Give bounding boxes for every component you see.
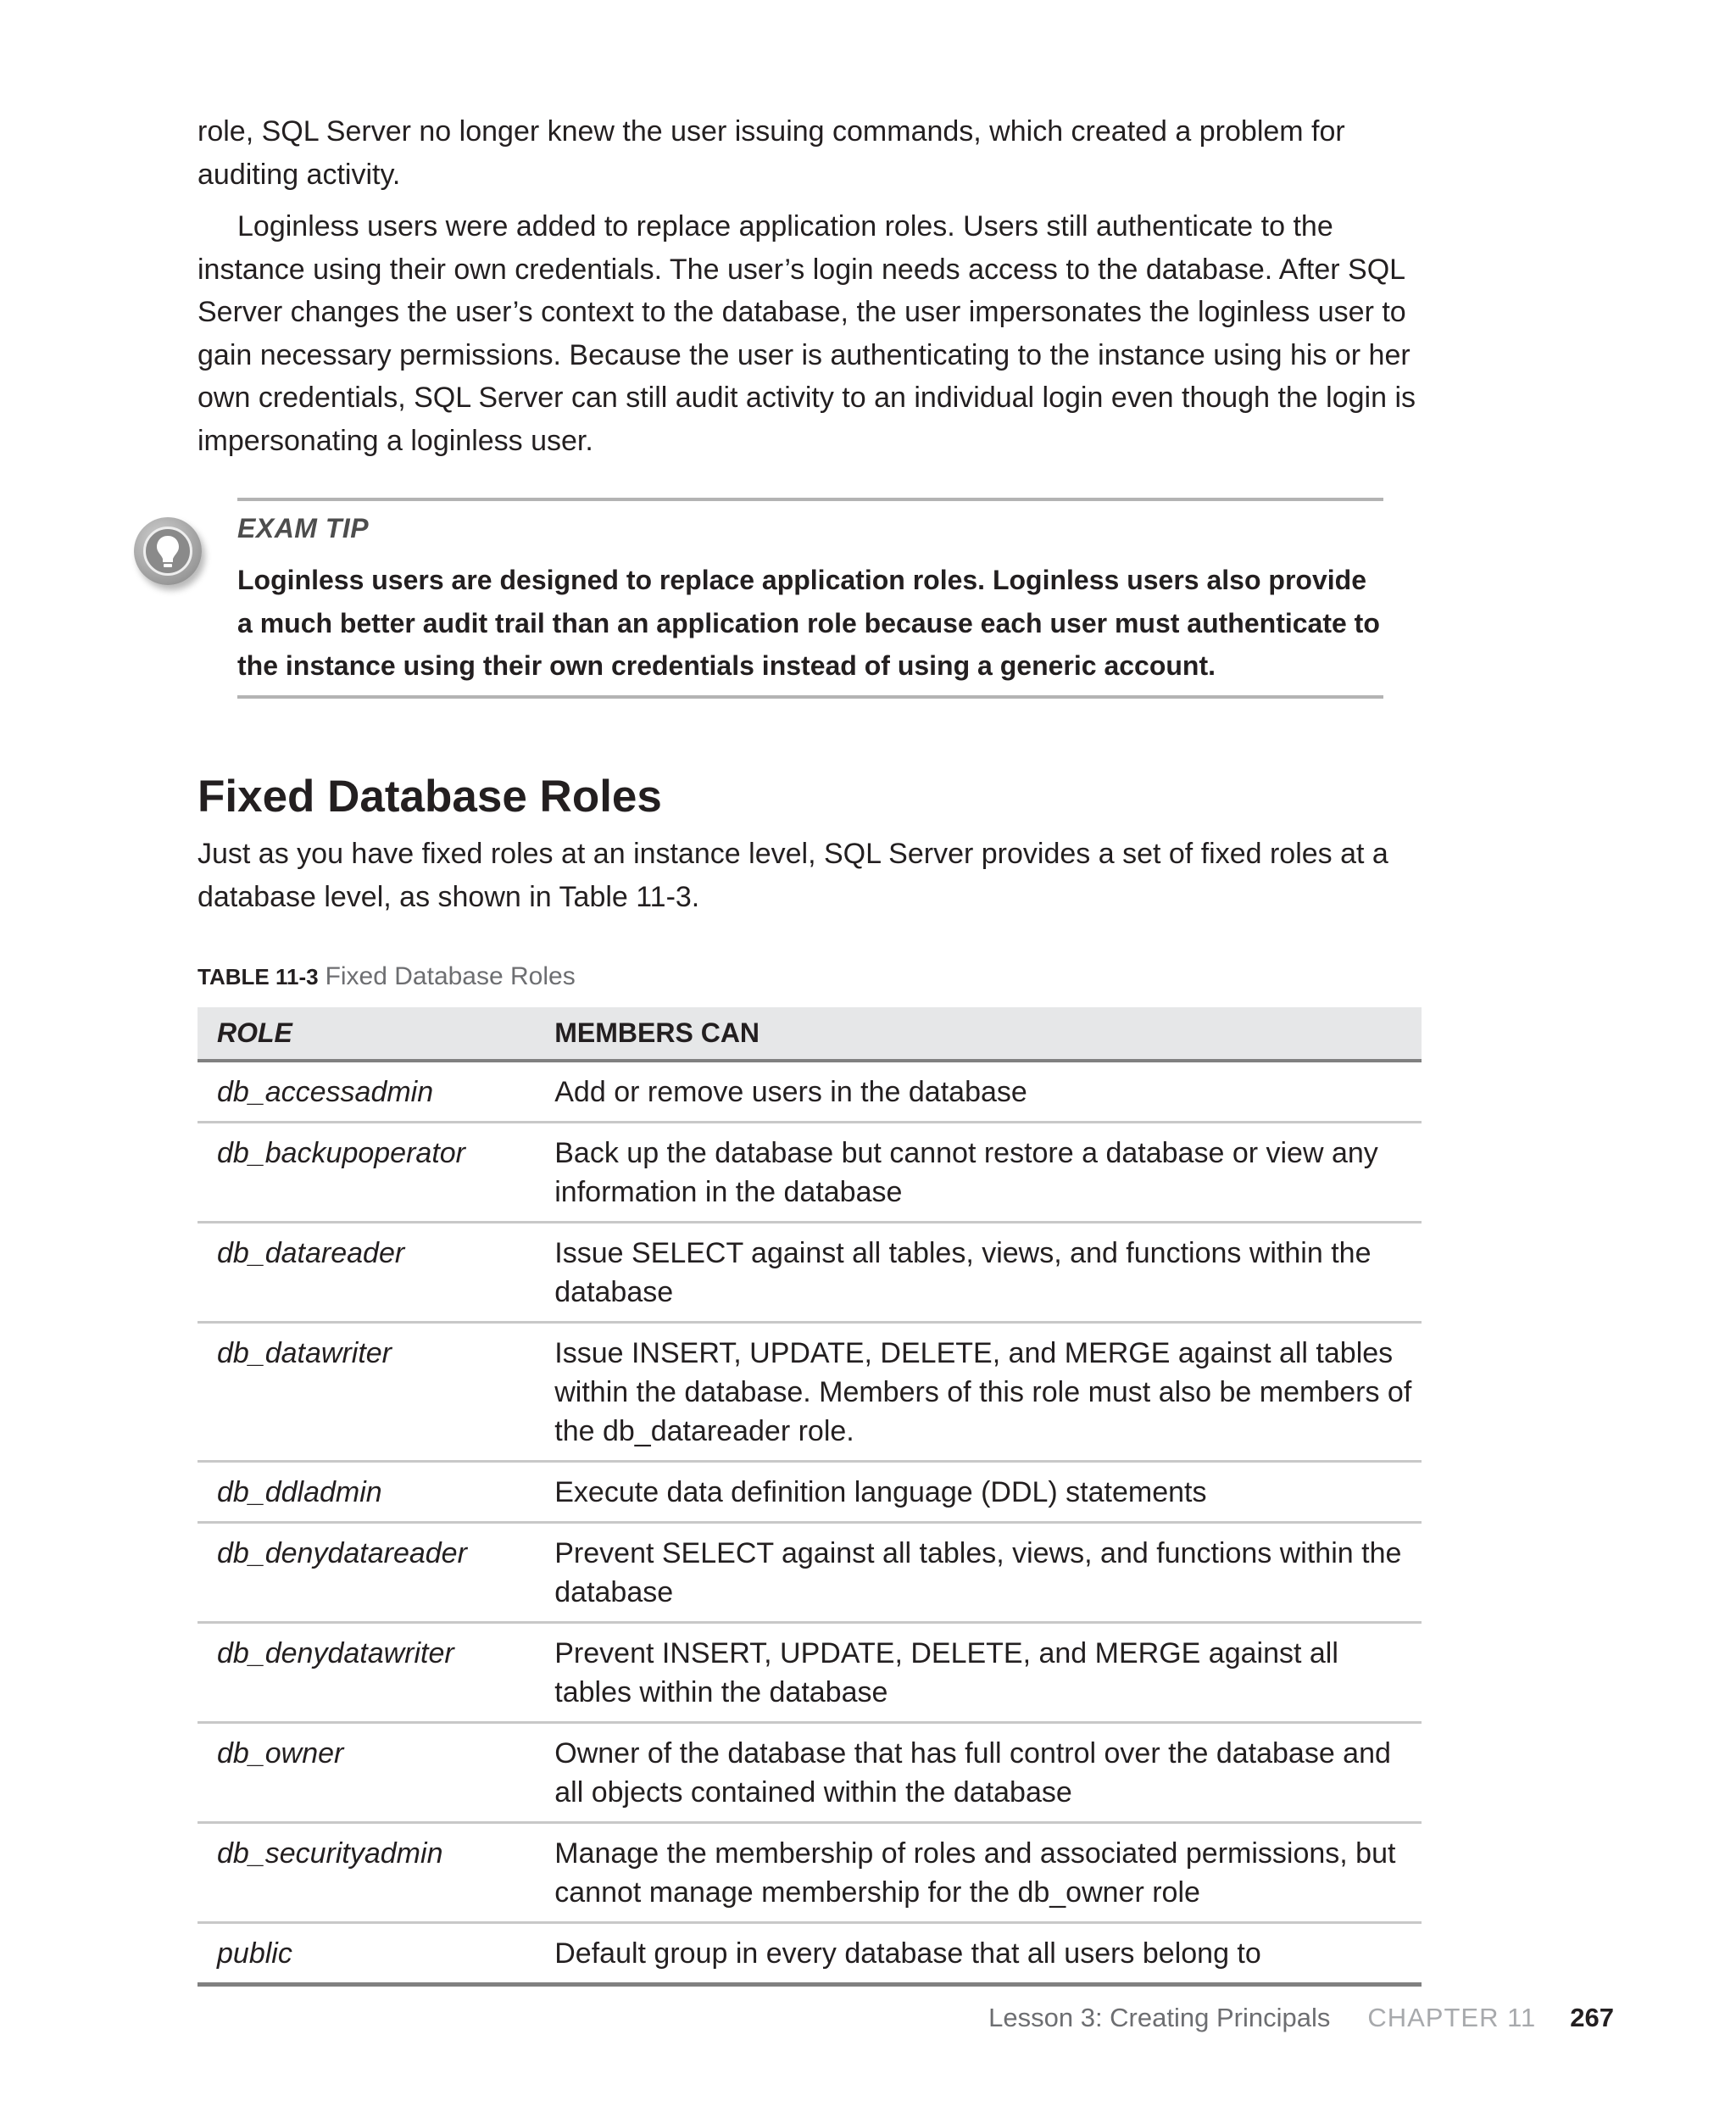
members-can-cell: Manage the membership of roles and associated permissions, but cannot manage membership for the db_owner role [535,1823,1422,1923]
table-row [198,1623,1422,1723]
footer-chapter: CHAPTER 11 [1367,2003,1537,2032]
body-paragraph-1: role, SQL Server no longer knew the user issuing commands, which created a problem for auditing activity. [198,115,1345,191]
role-cell: db_denydatareader [198,1523,535,1623]
section-paragraph: Just as you have fixed roles at an instance level, SQL Server provides a set of fixed roles at a database level, as shown in Table 11-3. [198,838,1388,913]
table-row [198,1923,1422,1985]
exam-tip-heading: EXAM TIP [237,513,370,543]
members-can-cell: Default group in every database that all users belong to [535,1923,1422,1985]
exam-tip-text: Loginless users are designed to replace application roles. Loginless users also provide a much better audit trail than an application role because each user must authenticate to the instance using their own credentials instead of using a generic account. [237,565,1380,681]
table-label: TABLE 11-3 [198,964,319,989]
role-cell: db_datawriter [198,1323,535,1462]
column-header-members-can: MEMBERS CAN [535,1007,1422,1061]
role-cell: db_accessadmin [198,1061,535,1123]
table-row [198,1823,1422,1923]
role-cell: db_backupoperator [198,1123,535,1223]
table-row [198,1061,1422,1123]
members-can-cell: Execute data definition language (DDL) statements [535,1462,1422,1523]
members-can-cell: Issue INSERT, UPDATE, DELETE, and MERGE against all tables within the database. Members of this role must also be members of the db_datareader role. [535,1323,1422,1462]
members-can-cell: Add or remove users in the database [535,1061,1422,1123]
exam-tip-bottom-rule [237,695,1383,699]
role-cell: db_securityadmin [198,1823,535,1923]
table-row [198,1323,1422,1462]
role-cell: db_datareader [198,1223,535,1323]
page-footer [988,2001,1614,2035]
column-header-role: ROLE [198,1007,535,1061]
section-heading: Fixed Database Roles [198,772,662,822]
members-can-cell: Prevent INSERT, UPDATE, DELETE, and MERGE against all tables within the database [535,1623,1422,1723]
table-row [198,1223,1422,1323]
role-cell: db_ddladmin [198,1462,535,1523]
body-paragraph-2: Loginless users were added to replace application roles. Users still authenticate to the instance using their own credentials. The user’s login needs access to the database. After SQL Server changes the user’s context to the database, the user impersonates the loginless user to gain necessary permissions. Because the user is authenticating to the instance using his or her own credentials, SQL Server can still audit activity to an individual login even though the login is impersonating a loginless user. [198,210,1416,457]
page-number: 267 [1570,2003,1614,2032]
fixed-database-roles-table [198,1007,1422,1987]
role-cell: db_owner [198,1723,535,1823]
lightbulb-icon [134,517,202,585]
table-row [198,1723,1422,1823]
table-header-row [198,1007,1422,1061]
table-caption [198,960,576,994]
role-cell: db_denydatawriter [198,1623,535,1723]
table-title: Fixed Database Roles [325,962,576,990]
members-can-cell: Owner of the database that has full control over the database and all objects contained within the database [535,1723,1422,1823]
table-row [198,1123,1422,1223]
table-row [198,1462,1422,1523]
table-row [198,1523,1422,1623]
members-can-cell: Prevent SELECT against all tables, views, and functions within the database [535,1523,1422,1623]
role-cell: public [198,1923,535,1985]
footer-lesson: Lesson 3: Creating Principals [988,2003,1331,2032]
members-can-cell: Back up the database but cannot restore a database or view any information in the database [535,1123,1422,1223]
members-can-cell: Issue SELECT against all tables, views, and functions within the database [535,1223,1422,1323]
exam-tip-top-rule [237,498,1383,501]
